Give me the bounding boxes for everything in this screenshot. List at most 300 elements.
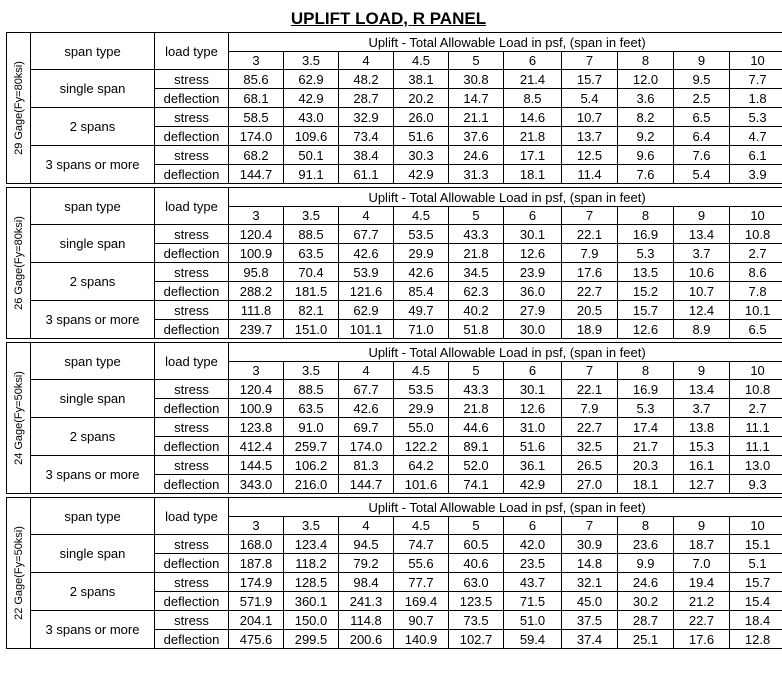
value-cell: 85.6 xyxy=(229,70,284,89)
value-cell: 31.0 xyxy=(504,418,562,437)
value-cell: 43.3 xyxy=(449,225,504,244)
value-cell: 118.2 xyxy=(284,554,339,573)
span-header-cell: 4.5 xyxy=(394,207,449,225)
span-header-cell: 3.5 xyxy=(284,52,339,70)
value-cell: 22.1 xyxy=(562,380,618,399)
value-cell: 123.4 xyxy=(284,535,339,554)
value-cell: 62.9 xyxy=(284,70,339,89)
table-row xyxy=(7,573,782,592)
span-header-cell: 9 xyxy=(674,517,730,535)
document-page xyxy=(6,6,771,649)
value-cell: 9.3 xyxy=(730,475,782,494)
load-type-cell: stress xyxy=(155,146,229,165)
table-row xyxy=(7,263,782,282)
span-header-cell: 4.5 xyxy=(394,517,449,535)
header-row xyxy=(7,188,782,207)
span-header-cell: 3 xyxy=(229,52,284,70)
span-type-cell: single span xyxy=(31,70,155,108)
span-header-cell: 9 xyxy=(674,362,730,380)
load-type-cell: deflection xyxy=(155,89,229,108)
value-cell: 32.9 xyxy=(339,108,394,127)
value-cell: 5.4 xyxy=(674,165,730,184)
value-cell: 42.0 xyxy=(504,535,562,554)
value-cell: 29.9 xyxy=(394,399,449,418)
load-type-cell: stress xyxy=(155,456,229,475)
value-cell: 10.8 xyxy=(730,380,782,399)
value-cell: 22.1 xyxy=(562,225,618,244)
value-cell: 30.8 xyxy=(449,70,504,89)
value-cell: 6.4 xyxy=(674,127,730,146)
value-cell: 122.2 xyxy=(394,437,449,456)
value-cell: 100.9 xyxy=(229,244,284,263)
span-header-cell: 9 xyxy=(674,52,730,70)
span-header-cell: 4.5 xyxy=(394,362,449,380)
value-cell: 30.2 xyxy=(618,592,674,611)
value-cell: 30.3 xyxy=(394,146,449,165)
value-cell: 17.1 xyxy=(504,146,562,165)
load-type-cell: deflection xyxy=(155,320,229,339)
load-type-cell: stress xyxy=(155,301,229,320)
load-type-header: load type xyxy=(155,188,229,225)
value-cell: 63.0 xyxy=(449,573,504,592)
value-cell: 102.7 xyxy=(449,630,504,649)
span-type-cell: 2 spans xyxy=(31,108,155,146)
value-cell: 5.3 xyxy=(618,244,674,263)
value-cell: 26.0 xyxy=(394,108,449,127)
value-cell: 101.6 xyxy=(394,475,449,494)
value-cell: 21.7 xyxy=(618,437,674,456)
value-cell: 20.2 xyxy=(394,89,449,108)
value-cell: 144.5 xyxy=(229,456,284,475)
value-cell: 571.9 xyxy=(229,592,284,611)
value-cell: 7.9 xyxy=(562,399,618,418)
value-cell: 9.5 xyxy=(674,70,730,89)
value-cell: 13.4 xyxy=(674,380,730,399)
load-type-cell: deflection xyxy=(155,630,229,649)
value-cell: 90.7 xyxy=(394,611,449,630)
span-header-cell: 4 xyxy=(339,517,394,535)
span-type-cell: 3 spans or more xyxy=(31,146,155,184)
value-cell: 68.1 xyxy=(229,89,284,108)
value-cell: 8.2 xyxy=(618,108,674,127)
value-cell: 18.7 xyxy=(674,535,730,554)
value-cell: 168.0 xyxy=(229,535,284,554)
value-cell: 61.1 xyxy=(339,165,394,184)
value-cell: 50.1 xyxy=(284,146,339,165)
value-cell: 475.6 xyxy=(229,630,284,649)
value-cell: 8.5 xyxy=(504,89,562,108)
value-cell: 53.9 xyxy=(339,263,394,282)
value-cell: 241.3 xyxy=(339,592,394,611)
header-row xyxy=(7,498,782,517)
value-cell: 8.9 xyxy=(674,320,730,339)
value-cell: 42.6 xyxy=(339,244,394,263)
load-caption: Uplift - Total Allowable Load in psf, (span in feet) xyxy=(229,343,782,362)
table-row xyxy=(7,70,782,89)
span-header-cell: 8 xyxy=(618,52,674,70)
load-type-cell: stress xyxy=(155,611,229,630)
value-cell: 2.7 xyxy=(730,244,782,263)
gage-label: 24 Gage(Fy=50ksi) xyxy=(7,343,31,494)
value-cell: 5.3 xyxy=(618,399,674,418)
span-header-cell: 8 xyxy=(618,362,674,380)
load-type-cell: deflection xyxy=(155,399,229,418)
value-cell: 12.5 xyxy=(562,146,618,165)
load-type-header: load type xyxy=(155,343,229,380)
value-cell: 53.5 xyxy=(394,380,449,399)
value-cell: 200.6 xyxy=(339,630,394,649)
value-cell: 15.3 xyxy=(674,437,730,456)
value-cell: 60.5 xyxy=(449,535,504,554)
value-cell: 71.5 xyxy=(504,592,562,611)
value-cell: 63.5 xyxy=(284,399,339,418)
value-cell: 7.7 xyxy=(730,70,782,89)
value-cell: 101.1 xyxy=(339,320,394,339)
value-cell: 10.1 xyxy=(730,301,782,320)
value-cell: 64.2 xyxy=(394,456,449,475)
span-header-cell: 10 xyxy=(730,52,782,70)
value-cell: 91.1 xyxy=(284,165,339,184)
value-cell: 49.7 xyxy=(394,301,449,320)
table-row xyxy=(7,225,782,244)
value-cell: 85.4 xyxy=(394,282,449,301)
span-header-cell: 3.5 xyxy=(284,207,339,225)
value-cell: 62.9 xyxy=(339,301,394,320)
value-cell: 13.7 xyxy=(562,127,618,146)
load-type-cell: deflection xyxy=(155,592,229,611)
value-cell: 52.0 xyxy=(449,456,504,475)
span-type-cell: single span xyxy=(31,535,155,573)
span-type-header: span type xyxy=(31,33,155,70)
value-cell: 37.4 xyxy=(562,630,618,649)
value-cell: 42.9 xyxy=(394,165,449,184)
value-cell: 88.5 xyxy=(284,380,339,399)
value-cell: 174.0 xyxy=(229,127,284,146)
value-cell: 27.9 xyxy=(504,301,562,320)
value-cell: 22.7 xyxy=(562,418,618,437)
value-cell: 7.8 xyxy=(730,282,782,301)
value-cell: 12.6 xyxy=(504,244,562,263)
header-row xyxy=(7,343,782,362)
value-cell: 22.7 xyxy=(674,611,730,630)
value-cell: 7.9 xyxy=(562,244,618,263)
value-cell: 21.1 xyxy=(449,108,504,127)
load-type-cell: stress xyxy=(155,573,229,592)
value-cell: 13.5 xyxy=(618,263,674,282)
span-header-cell: 5 xyxy=(449,517,504,535)
value-cell: 239.7 xyxy=(229,320,284,339)
value-cell: 16.1 xyxy=(674,456,730,475)
value-cell: 150.0 xyxy=(284,611,339,630)
value-cell: 91.0 xyxy=(284,418,339,437)
value-cell: 81.3 xyxy=(339,456,394,475)
value-cell: 88.5 xyxy=(284,225,339,244)
value-cell: 22.7 xyxy=(562,282,618,301)
span-header-cell: 6 xyxy=(504,517,562,535)
value-cell: 360.1 xyxy=(284,592,339,611)
value-cell: 111.8 xyxy=(229,301,284,320)
value-cell: 120.4 xyxy=(229,380,284,399)
value-cell: 73.4 xyxy=(339,127,394,146)
value-cell: 13.8 xyxy=(674,418,730,437)
value-cell: 30.9 xyxy=(562,535,618,554)
value-cell: 216.0 xyxy=(284,475,339,494)
value-cell: 12.8 xyxy=(730,630,782,649)
value-cell: 16.9 xyxy=(618,225,674,244)
load-type-header: load type xyxy=(155,33,229,70)
value-cell: 58.5 xyxy=(229,108,284,127)
value-cell: 74.1 xyxy=(449,475,504,494)
value-cell: 30.1 xyxy=(504,380,562,399)
value-cell: 24.6 xyxy=(449,146,504,165)
value-cell: 67.7 xyxy=(339,225,394,244)
span-type-cell: 3 spans or more xyxy=(31,611,155,649)
value-cell: 4.7 xyxy=(730,127,782,146)
value-cell: 3.6 xyxy=(618,89,674,108)
table-row xyxy=(7,611,782,630)
value-cell: 68.2 xyxy=(229,146,284,165)
value-cell: 15.7 xyxy=(562,70,618,89)
span-header-cell: 4.5 xyxy=(394,52,449,70)
load-type-header: load type xyxy=(155,498,229,535)
span-header-cell: 3 xyxy=(229,207,284,225)
span-header-cell: 7 xyxy=(562,517,618,535)
table-row xyxy=(7,301,782,320)
table-row xyxy=(7,456,782,475)
value-cell: 120.4 xyxy=(229,225,284,244)
value-cell: 204.1 xyxy=(229,611,284,630)
load-type-cell: deflection xyxy=(155,244,229,263)
value-cell: 15.7 xyxy=(618,301,674,320)
value-cell: 7.6 xyxy=(618,165,674,184)
value-cell: 26.5 xyxy=(562,456,618,475)
load-type-cell: deflection xyxy=(155,282,229,301)
span-header-cell: 4 xyxy=(339,207,394,225)
load-caption: Uplift - Total Allowable Load in psf, (span in feet) xyxy=(229,33,782,52)
load-type-cell: stress xyxy=(155,225,229,244)
value-cell: 45.0 xyxy=(562,592,618,611)
value-cell: 69.7 xyxy=(339,418,394,437)
value-cell: 5.3 xyxy=(730,108,782,127)
page-title: UPLIFT LOAD, R PANEL xyxy=(290,9,487,28)
value-cell: 67.7 xyxy=(339,380,394,399)
load-type-cell: deflection xyxy=(155,475,229,494)
value-cell: 174.0 xyxy=(339,437,394,456)
value-cell: 42.9 xyxy=(504,475,562,494)
value-cell: 38.1 xyxy=(394,70,449,89)
value-cell: 21.2 xyxy=(674,592,730,611)
value-cell: 12.7 xyxy=(674,475,730,494)
table-row xyxy=(7,535,782,554)
value-cell: 13.0 xyxy=(730,456,782,475)
value-cell: 40.2 xyxy=(449,301,504,320)
value-cell: 42.6 xyxy=(339,399,394,418)
load-type-cell: deflection xyxy=(155,437,229,456)
value-cell: 98.4 xyxy=(339,573,394,592)
value-cell: 36.1 xyxy=(504,456,562,475)
value-cell: 181.5 xyxy=(284,282,339,301)
value-cell: 123.8 xyxy=(229,418,284,437)
value-cell: 23.9 xyxy=(504,263,562,282)
value-cell: 174.9 xyxy=(229,573,284,592)
value-cell: 123.5 xyxy=(449,592,504,611)
value-cell: 32.5 xyxy=(562,437,618,456)
value-cell: 27.0 xyxy=(562,475,618,494)
value-cell: 114.8 xyxy=(339,611,394,630)
load-type-cell: deflection xyxy=(155,127,229,146)
value-cell: 28.7 xyxy=(618,611,674,630)
value-cell: 106.2 xyxy=(284,456,339,475)
uplift-load-table xyxy=(6,32,782,649)
span-header-cell: 8 xyxy=(618,517,674,535)
value-cell: 6.5 xyxy=(730,320,782,339)
value-cell: 63.5 xyxy=(284,244,339,263)
value-cell: 144.7 xyxy=(229,165,284,184)
table-row xyxy=(7,418,782,437)
value-cell: 59.4 xyxy=(504,630,562,649)
value-cell: 12.0 xyxy=(618,70,674,89)
value-cell: 20.3 xyxy=(618,456,674,475)
value-cell: 14.7 xyxy=(449,89,504,108)
value-cell: 62.3 xyxy=(449,282,504,301)
value-cell: 128.5 xyxy=(284,573,339,592)
value-cell: 55.0 xyxy=(394,418,449,437)
value-cell: 21.8 xyxy=(449,399,504,418)
span-type-cell: 2 spans xyxy=(31,573,155,611)
load-type-cell: stress xyxy=(155,108,229,127)
span-header-cell: 6 xyxy=(504,52,562,70)
span-header-cell: 10 xyxy=(730,517,782,535)
value-cell: 151.0 xyxy=(284,320,339,339)
value-cell: 288.2 xyxy=(229,282,284,301)
value-cell: 8.6 xyxy=(730,263,782,282)
value-cell: 25.1 xyxy=(618,630,674,649)
value-cell: 21.8 xyxy=(449,244,504,263)
value-cell: 18.1 xyxy=(618,475,674,494)
span-header-cell: 3 xyxy=(229,362,284,380)
value-cell: 29.9 xyxy=(394,244,449,263)
value-cell: 9.2 xyxy=(618,127,674,146)
value-cell: 12.4 xyxy=(674,301,730,320)
value-cell: 21.4 xyxy=(504,70,562,89)
value-cell: 23.5 xyxy=(504,554,562,573)
span-type-cell: 3 spans or more xyxy=(31,456,155,494)
value-cell: 7.6 xyxy=(674,146,730,165)
span-header-cell: 6 xyxy=(504,207,562,225)
value-cell: 43.0 xyxy=(284,108,339,127)
value-cell: 51.6 xyxy=(504,437,562,456)
value-cell: 3.9 xyxy=(730,165,782,184)
load-caption: Uplift - Total Allowable Load in psf, (span in feet) xyxy=(229,188,782,207)
value-cell: 2.7 xyxy=(730,399,782,418)
value-cell: 15.7 xyxy=(730,573,782,592)
value-cell: 73.5 xyxy=(449,611,504,630)
span-type-cell: 3 spans or more xyxy=(31,301,155,339)
load-type-cell: stress xyxy=(155,535,229,554)
value-cell: 140.9 xyxy=(394,630,449,649)
value-cell: 121.6 xyxy=(339,282,394,301)
span-header-cell: 10 xyxy=(730,362,782,380)
value-cell: 53.5 xyxy=(394,225,449,244)
value-cell: 12.6 xyxy=(504,399,562,418)
value-cell: 5.4 xyxy=(562,89,618,108)
value-cell: 15.4 xyxy=(730,592,782,611)
value-cell: 70.4 xyxy=(284,263,339,282)
value-cell: 10.7 xyxy=(674,282,730,301)
span-header-cell: 5 xyxy=(449,362,504,380)
value-cell: 19.4 xyxy=(674,573,730,592)
value-cell: 95.8 xyxy=(229,263,284,282)
value-cell: 3.7 xyxy=(674,244,730,263)
value-cell: 32.1 xyxy=(562,573,618,592)
value-cell: 42.9 xyxy=(284,89,339,108)
value-cell: 40.6 xyxy=(449,554,504,573)
span-type-cell: 2 spans xyxy=(31,263,155,301)
value-cell: 89.1 xyxy=(449,437,504,456)
gage-label: 22 Gage(Fy=50ksi) xyxy=(7,498,31,649)
value-cell: 44.6 xyxy=(449,418,504,437)
value-cell: 20.5 xyxy=(562,301,618,320)
value-cell: 82.1 xyxy=(284,301,339,320)
value-cell: 18.4 xyxy=(730,611,782,630)
span-header-cell: 7 xyxy=(562,207,618,225)
value-cell: 31.3 xyxy=(449,165,504,184)
value-cell: 17.4 xyxy=(618,418,674,437)
load-type-cell: deflection xyxy=(155,165,229,184)
value-cell: 74.7 xyxy=(394,535,449,554)
value-cell: 15.1 xyxy=(730,535,782,554)
span-header-cell: 6 xyxy=(504,362,562,380)
value-cell: 11.4 xyxy=(562,165,618,184)
value-cell: 21.8 xyxy=(504,127,562,146)
value-cell: 343.0 xyxy=(229,475,284,494)
value-cell: 9.9 xyxy=(618,554,674,573)
value-cell: 1.8 xyxy=(730,89,782,108)
value-cell: 14.6 xyxy=(504,108,562,127)
value-cell: 48.2 xyxy=(339,70,394,89)
header-row xyxy=(7,33,782,52)
value-cell: 10.6 xyxy=(674,263,730,282)
table-row xyxy=(7,146,782,165)
span-header-cell: 5 xyxy=(449,207,504,225)
value-cell: 2.5 xyxy=(674,89,730,108)
load-caption: Uplift - Total Allowable Load in psf, (span in feet) xyxy=(229,498,782,517)
value-cell: 71.0 xyxy=(394,320,449,339)
value-cell: 15.2 xyxy=(618,282,674,301)
span-header-cell: 3.5 xyxy=(284,517,339,535)
value-cell: 17.6 xyxy=(674,630,730,649)
value-cell: 55.6 xyxy=(394,554,449,573)
value-cell: 11.1 xyxy=(730,418,782,437)
value-cell: 18.1 xyxy=(504,165,562,184)
value-cell: 17.6 xyxy=(562,263,618,282)
table-row xyxy=(7,108,782,127)
value-cell: 18.9 xyxy=(562,320,618,339)
value-cell: 11.1 xyxy=(730,437,782,456)
value-cell: 169.4 xyxy=(394,592,449,611)
span-type-header: span type xyxy=(31,343,155,380)
span-header-cell: 8 xyxy=(618,207,674,225)
value-cell: 187.8 xyxy=(229,554,284,573)
value-cell: 13.4 xyxy=(674,225,730,244)
span-type-cell: 2 spans xyxy=(31,418,155,456)
span-type-header: span type xyxy=(31,498,155,535)
value-cell: 38.4 xyxy=(339,146,394,165)
value-cell: 6.5 xyxy=(674,108,730,127)
value-cell: 43.3 xyxy=(449,380,504,399)
value-cell: 5.1 xyxy=(730,554,782,573)
value-cell: 259.7 xyxy=(284,437,339,456)
